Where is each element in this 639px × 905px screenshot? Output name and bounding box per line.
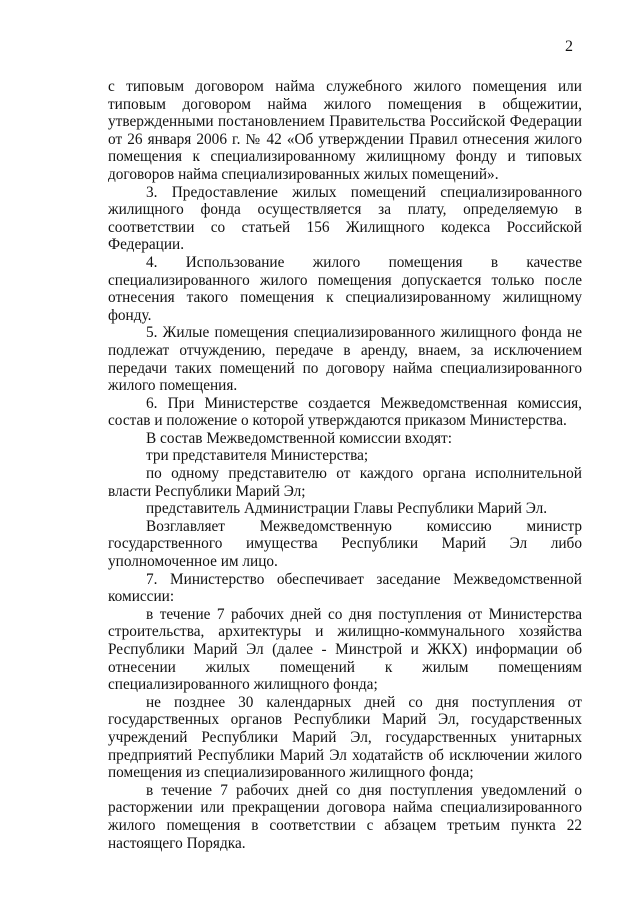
paragraph-item-7-subclause: в течение 7 рабочих дней со дня поступления уведомлений о расторжении или прекращении договора найма специализированного жилого помещения в соответствии с абзацем третьим пункта 22 настоящего Порядка. (108, 781, 582, 852)
paragraph-commission-member: по одному представителю от каждого органа исполнительной власти Республики Марий Эл; (108, 465, 582, 500)
paragraph-commission-head: Возглавляет Межведомственную комиссию министр государственного имущества Республики Марий Эл либо уполномоченное им лицо. (108, 517, 582, 571)
paragraph-item-7-subclause: не позднее 30 календарных дней со дня поступления от государственных органов Республики Марий Эл, государственных учреждений Республики Марий Эл, государственных унитарных предприятий Республики Марий Эл ходатайств об исключении жилого помещения из специализированного жилищного фонда; (108, 693, 582, 782)
page-number: 2 (565, 38, 573, 55)
paragraph-commission-member: три представителя Министерства; (146, 447, 369, 465)
paragraph-item-5: 5. Жилые помещения специализированного жилищного фонда не подлежат отчуждению, передаче в аренду, внаем, за исключением передачи таких помещений по договору найма специализированного жилого помещения. (108, 324, 582, 395)
paragraph-commission-member: представитель Администрации Главы Республики Марий Эл. (146, 500, 548, 518)
paragraph-item-7: 7. Министерство обеспечивает заседание Межведомственной комиссии: (108, 570, 582, 606)
paragraph-item-6: 6. При Министерстве создается Межведомственная комиссия, состав и положение о которой утверждаются приказом Министерства. (108, 394, 582, 430)
paragraph-commission-composition: В состав Межведомственной комиссии входят: (146, 429, 452, 447)
document-body (108, 78, 582, 852)
paragraph-item-3: 3. Предоставление жилых помещений специализированного жилищного фонда осуществляется за плату, определяемую в соответствии со статьей 156 Жилищного кодекса Российской Федерации. (108, 183, 582, 254)
paragraph-item-4: 4. Использование жилого помещения в качестве специализированного жилого помещения допускается только после отнесения такого помещения к специализированному жилищному фонду. (108, 253, 582, 324)
paragraph-continuation: с типовым договором найма служебного жилого помещения или типовым договором найма жилого помещения в общежитии, утвержденными постановлением Правительства Российской Федерации от 26 января 2006 г. № 42 «Об утверждении Правил отнесения жилого помещения к специализированному жилищному фонду и типовых договоров найма специализированных жилых помещений». (108, 78, 582, 183)
paragraph-item-7-subclause: в течение 7 рабочих дней со дня поступления от Министерства строительства, архитектуры и жилищно-коммунального хозяйства Республики Марий Эл (далее - Минстрой и ЖКХ) информации об отнесении жилых помещений к жилым помещениям специализированного жилищного фонда; (108, 605, 582, 694)
